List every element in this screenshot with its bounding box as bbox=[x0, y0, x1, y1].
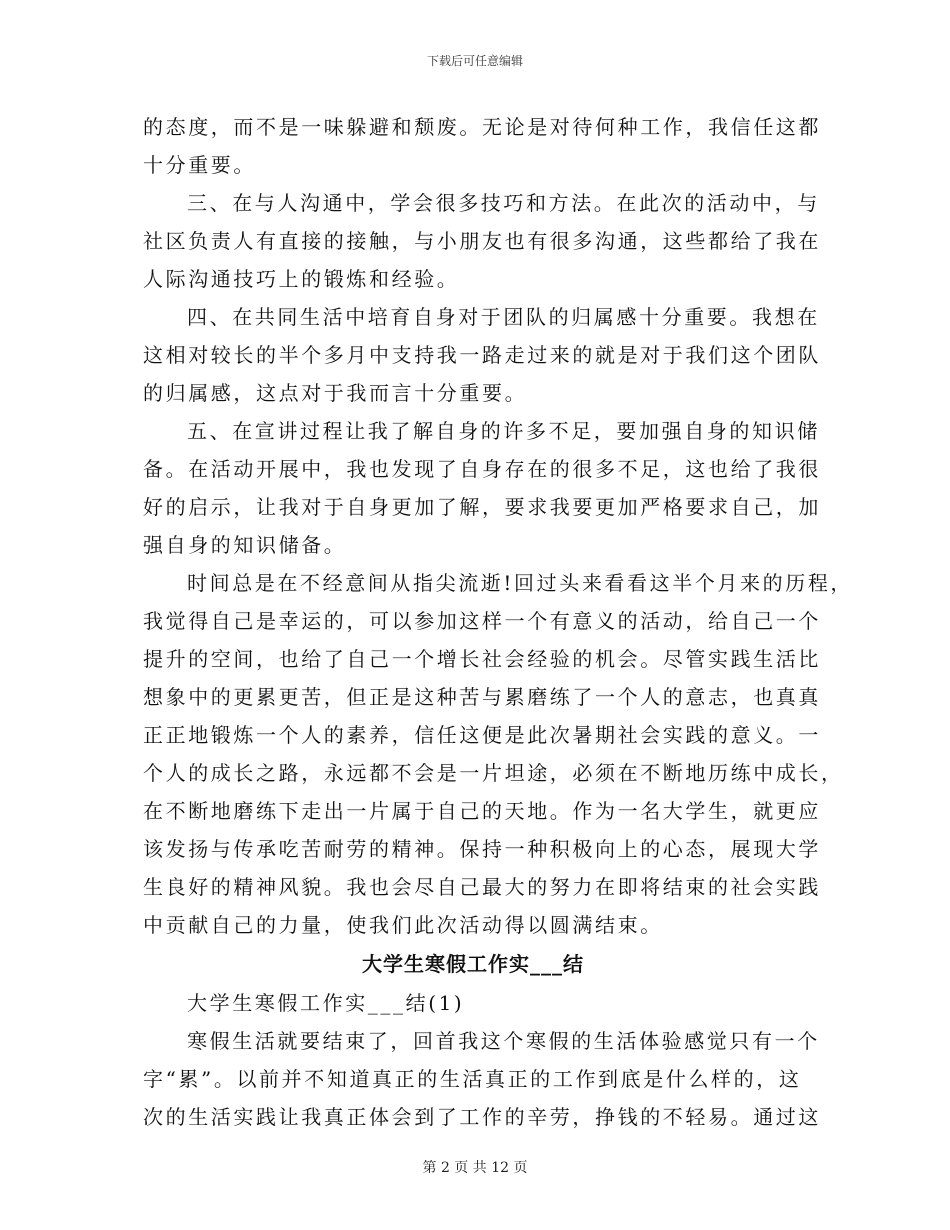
paragraph-line: 次的生活实践让我真正体会到了工作的辛劳，挣钱的不轻易。通过这 bbox=[143, 1105, 821, 1129]
paragraph-line: 强自身的知识储备。 bbox=[143, 533, 347, 557]
paragraph-line: 字“累”。以前并不知道真正的生活真正的工作到底是什么样的，这 bbox=[143, 1067, 802, 1091]
paragraph-line: 人际沟通技巧上的锻炼和经验。 bbox=[143, 267, 460, 291]
paragraph-line: 个人的成长之路，永远都不会是一片坦途，必须在不断地历练中成长， bbox=[143, 761, 844, 785]
section-title: 大学生寒假工作实___结 bbox=[362, 952, 584, 976]
paragraph-line: 社区负责人有直接的接触，与小朋友也有很多沟通，这些都给了我在 bbox=[143, 229, 821, 253]
paragraph-line: 备。在活动开展中，我也发现了自身存在的很多不足，这也给了我很 bbox=[143, 457, 821, 481]
document-body bbox=[143, 108, 854, 1136]
paragraph-line: 我觉得自己是幸运的，可以参加这样一个有意义的活动，给自己一个 bbox=[143, 609, 821, 633]
paragraph-line: 五、在宣讲过程让我了解自身的许多不足，要加强自身的知识储 bbox=[187, 419, 820, 443]
subtitle-line: 大学生寒假工作实___结(1) bbox=[187, 991, 465, 1015]
paragraph-line: 寒假生活就要结束了，回首我这个寒假的生活体验感觉只有一个 bbox=[187, 1029, 820, 1053]
paragraph-line: 想象中的更累更苦，但正是这种苦与累磨练了一个人的意志，也真真 bbox=[143, 685, 821, 709]
paragraph-line: 这相对较长的半个多月中支持我一路走过来的就是对于我们这个团队 bbox=[143, 343, 821, 367]
page-footer: 第 2 页 共 12 页 bbox=[422, 1160, 528, 1176]
paragraph-line: 正正地锻炼一个人的素养，信任这便是此次暑期社会实践的意义。一 bbox=[143, 723, 821, 747]
paragraph-line: 在不断地磨练下走出一片属于自己的天地。作为一名大学生，就更应 bbox=[143, 799, 821, 823]
paragraph-line: 四、在共同生活中培育自身对于团队的归属感十分重要。我想在 bbox=[187, 305, 820, 329]
paragraph-line: 十分重要。 bbox=[143, 153, 256, 177]
paragraph-line: 时间总是在不经意间从指尖流逝!回过头来看看这半个月来的历程， bbox=[187, 571, 854, 595]
paragraph-line: 提升的空间，也给了自己一个增长社会经验的机会。尽管实践生活比 bbox=[143, 647, 821, 671]
paragraph-line: 该发扬与传承吃苦耐劳的精神。保持一种积极向上的心态，展现大学 bbox=[143, 837, 821, 861]
paragraph-line: 生良好的精神风貌。我也会尽自己最大的努力在即将结束的社会实践 bbox=[143, 875, 821, 899]
paragraph-line: 中贡献自己的力量，使我们此次活动得以圆满结束。 bbox=[143, 913, 663, 937]
paragraph-line: 好的启示，让我对于自身更加了解，要求我要更加严格要求自己，加 bbox=[143, 495, 821, 519]
paragraph-line: 的归属感，这点对于我而言十分重要。 bbox=[143, 381, 528, 405]
paragraph-line: 三、在与人沟通中，学会很多技巧和方法。在此次的活动中，与 bbox=[187, 191, 820, 215]
paragraph-line: 的态度，而不是一味躲避和颓废。无论是对待何种工作，我信任这都 bbox=[143, 115, 821, 139]
page-header: 下载后可任意编辑 bbox=[426, 54, 523, 68]
